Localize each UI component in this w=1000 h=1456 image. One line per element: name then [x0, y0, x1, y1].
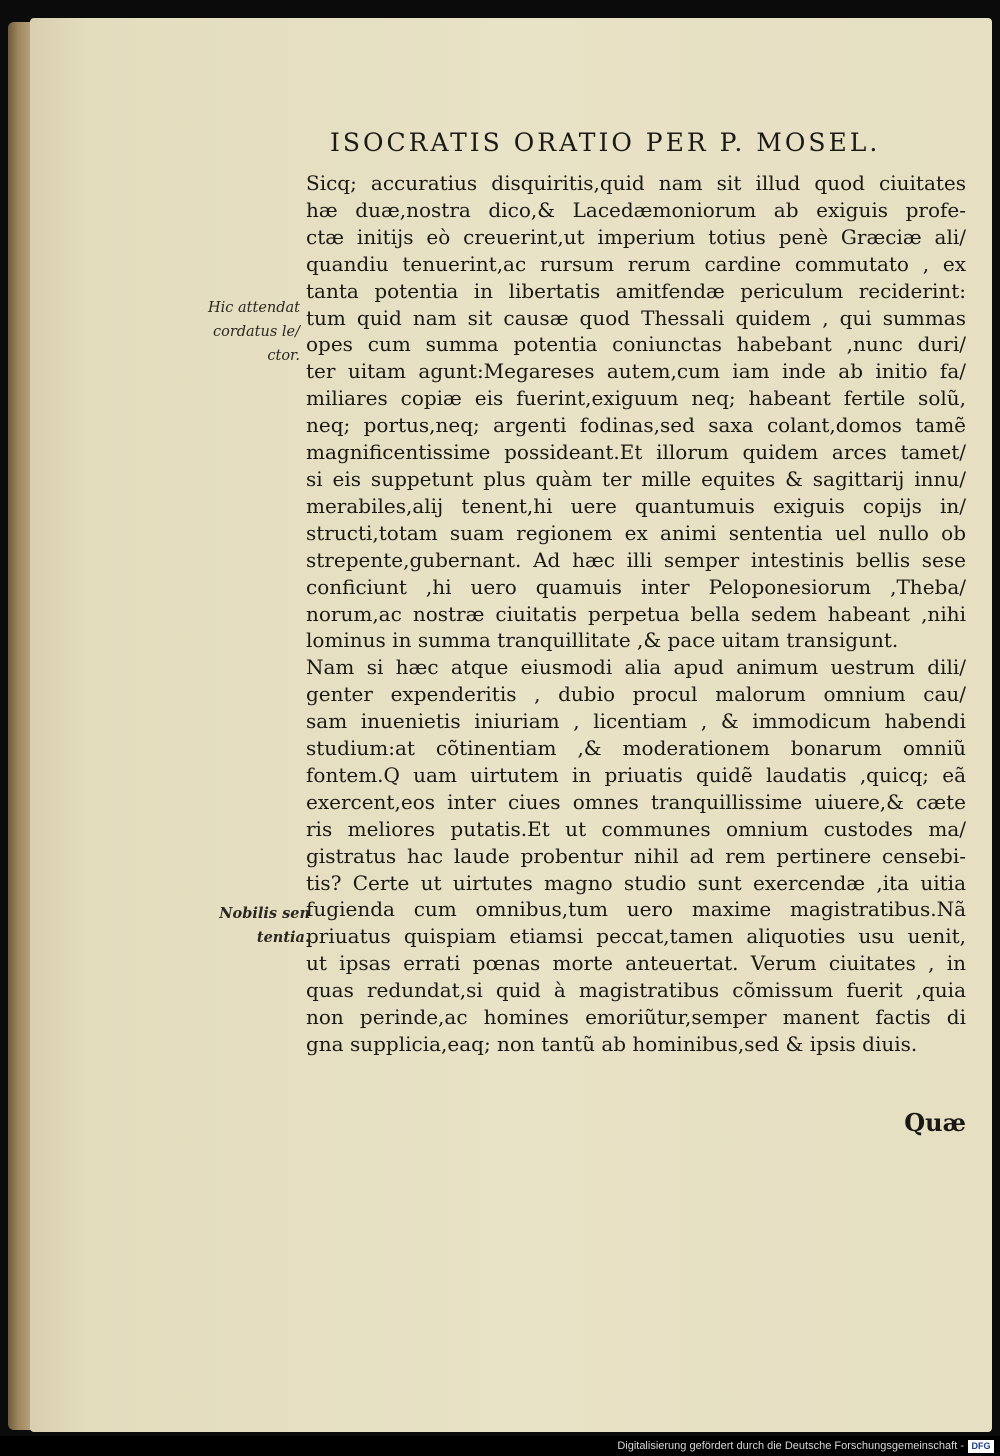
text-line: ut ipsas errati pœnas morte anteuertat. Verum ciuitates , in	[306, 951, 966, 976]
marginal-note-1	[150, 296, 300, 368]
text-line: si eis suppetunt plus quàm ter mille equites & sagittarij innu/	[306, 466, 966, 491]
text-line: fontem.Q uam uirtutem in priuatis quidẽ laudatis ,quicq; eã	[306, 762, 966, 787]
text-line: Nam si hæc atque eiusmodi alia apud animum uestrum dili/	[306, 655, 966, 680]
text-line: opes cum summa potentia coniunctas habebant ,nunc duri/	[306, 332, 966, 357]
text-line: tis? Certe ut uirtutes magno studio sunt exercendæ ,ita uitia	[306, 870, 966, 895]
text-line: hæ duæ,nostra dico,& Lacedæmoniorum ab exiguis profe-	[306, 197, 966, 222]
text-line: priuatus quispiam etiamsi peccat,tamen aliquoties usu uenit,	[306, 924, 966, 949]
text-line: neq; portus,neq; argenti fodinas,sed saxa colant,domos tamẽ	[306, 413, 966, 438]
text-line: conficiunt ,hi uero quamuis inter Peloponesiorum ,Theba/	[306, 574, 966, 599]
text-line: magnificentissime possideant.Et illorum quidem arces tamet/	[306, 440, 966, 465]
text-line: non perinde,ac homines emoriũtur,semper manent factis di	[306, 1005, 966, 1030]
text-line: lominus in summa tranquillitate ,& pace uitam transigunt.	[306, 628, 899, 653]
text-line: studium:at cõtinentiam ,& moderationem bonarum omniũ	[306, 736, 966, 761]
text-line: gistratus hac laude probentur nihil ad rem pertinere censebi-	[306, 843, 966, 868]
marginal-note-line: Nobilis sen	[219, 905, 310, 922]
marginal-note-line: Hic attendat	[208, 300, 300, 316]
text-line: ctæ initijs eò creuerint,ut imperium totius penè Græciæ ali/	[306, 224, 966, 249]
text-line: sam inuenietis iniuriam , licentiam , & immodicum habendi	[306, 709, 966, 734]
running-head: ISOCRATIS ORATIO PER P. MOSEL.	[330, 128, 881, 157]
text-line: merabiles,alij tenent,hi uere quantumuis exiguis copijs in/	[306, 493, 966, 518]
text-line: structi,totam suam regionem ex animi sententia uel nullo ob	[306, 520, 966, 545]
marginal-note-2	[150, 902, 310, 950]
text-line: tum quid nam sit causæ quod Thessali quidem , qui summas	[306, 305, 966, 330]
text-line: quas redundat,si quid à magistratibus cõmissum fuerit ,quia	[306, 978, 966, 1003]
text-line: ter uitam agunt:Megareses autem,cum iam inde ab initio fa/	[306, 359, 966, 384]
text-line: fugienda cum omnibus,tum uero maxime magistratibus.Nã	[306, 897, 966, 922]
dfg-logo: DFG	[968, 1440, 994, 1453]
funding-credit: Digitalisierung gefördert durch die Deutsche Forschungsgemeinschaft -	[617, 1440, 964, 1452]
text-line: strepente,gubernant. Ad hæc illi semper intestinis bellis sese	[306, 547, 966, 572]
text-line: exercent,eos inter ciues omnes tranquillissime uiuere,& cæte	[306, 789, 966, 814]
text-line: Sicq; accuratius disquiritis,quid nam sit illud quod ciuitates	[306, 171, 966, 195]
body-text	[306, 170, 966, 1058]
marginal-note-line: tentia.	[256, 929, 310, 946]
catchword: Quæ	[904, 1108, 966, 1137]
text-line: gna supplicia,eaq; non tantũ ab hominibus,sed & ipsis diuis.	[306, 1032, 918, 1056]
text-line: ris meliores putatis.Et ut communes omnium custodes ma/	[306, 816, 966, 841]
marginal-note-line: cordatus le/	[212, 324, 300, 340]
text-line: genter expenderitis , dubio procul malorum omnium cau/	[306, 682, 966, 707]
text-line: quandiu tenuerint,ac rursum rerum cardine commutato , ex	[306, 251, 966, 276]
text-line: tanta potentia in libertatis amitfendæ periculum reciderint:	[306, 278, 966, 303]
text-line: miliares copiæ eis fuerint,exiguum neq; habeant fertile solũ,	[306, 386, 966, 411]
text-line: norum,ac nostræ ciuitatis perpetua bella sedem habeant ,nihi	[306, 601, 966, 626]
marginal-note-line: ctor.	[267, 348, 300, 364]
